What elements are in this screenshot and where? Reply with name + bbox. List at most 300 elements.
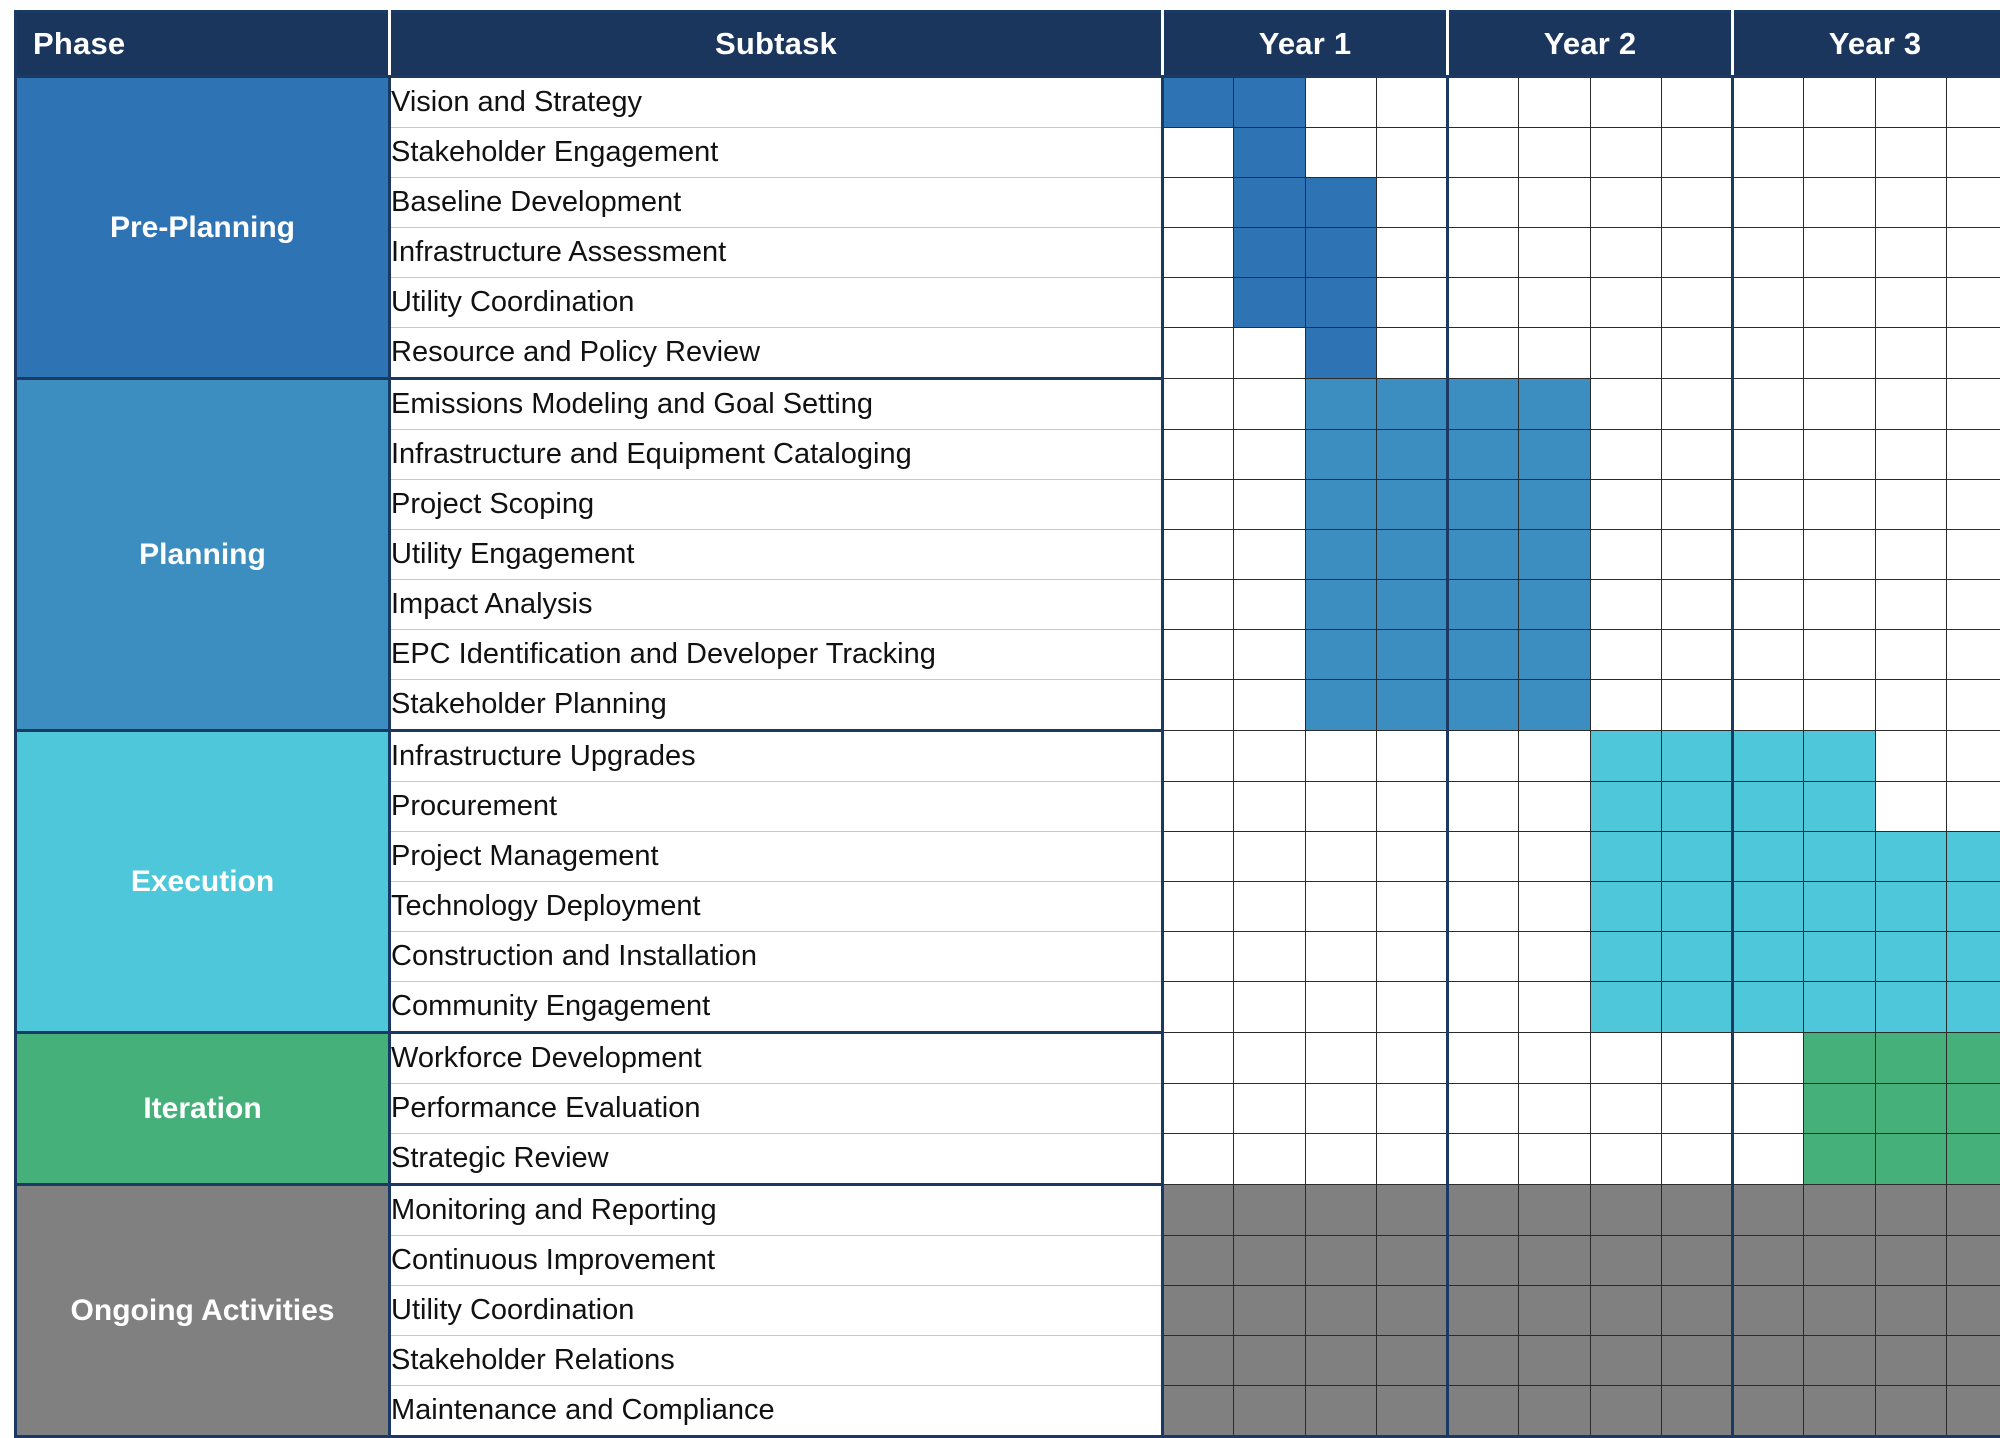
gantt-bar-cell xyxy=(1448,680,1519,731)
gantt-bar-cell xyxy=(1234,77,1305,128)
gantt-bar-cell xyxy=(1590,982,1661,1033)
subtask-label: Procurement xyxy=(390,782,1163,832)
gantt-empty-cell xyxy=(1733,430,1804,480)
gantt-bar-cell xyxy=(1305,328,1376,379)
gantt-bar-cell xyxy=(1305,228,1376,278)
gantt-empty-cell xyxy=(1234,480,1305,530)
gantt-empty-cell xyxy=(1661,379,1732,430)
gantt-bar-cell xyxy=(1590,1185,1661,1236)
gantt-bar-cell xyxy=(1661,932,1732,982)
gantt-empty-cell xyxy=(1376,731,1447,782)
gantt-empty-cell xyxy=(1234,680,1305,731)
gantt-bar-cell xyxy=(1448,379,1519,430)
table-row xyxy=(16,379,2000,430)
gantt-bar-cell xyxy=(1305,1336,1376,1386)
gantt-empty-cell xyxy=(1163,580,1234,630)
gantt-empty-cell xyxy=(1946,379,2000,430)
gantt-empty-cell xyxy=(1376,982,1447,1033)
gantt-empty-cell xyxy=(1590,278,1661,328)
gantt-bar-cell xyxy=(1305,530,1376,580)
gantt-empty-cell xyxy=(1519,77,1590,128)
gantt-empty-cell xyxy=(1234,630,1305,680)
gantt-bar-cell xyxy=(1519,630,1590,680)
gantt-bar-cell xyxy=(1733,1286,1804,1336)
gantt-empty-cell xyxy=(1661,680,1732,731)
gantt-empty-cell xyxy=(1733,1134,1804,1185)
gantt-empty-cell xyxy=(1946,430,2000,480)
subtask-label: Resource and Policy Review xyxy=(390,328,1163,379)
gantt-empty-cell xyxy=(1305,77,1376,128)
gantt-empty-cell xyxy=(1661,630,1732,680)
gantt-bar-cell xyxy=(1875,1185,1946,1236)
gantt-empty-cell xyxy=(1305,731,1376,782)
subtask-label: Performance Evaluation xyxy=(390,1084,1163,1134)
phase-label-pre-planning: Pre-Planning xyxy=(16,77,390,379)
gantt-empty-cell xyxy=(1519,982,1590,1033)
gantt-empty-cell xyxy=(1163,178,1234,228)
gantt-empty-cell xyxy=(1305,982,1376,1033)
gantt-empty-cell xyxy=(1590,530,1661,580)
gantt-empty-cell xyxy=(1234,580,1305,630)
table-row xyxy=(16,731,2000,782)
gantt-empty-cell xyxy=(1376,128,1447,178)
gantt-empty-cell xyxy=(1305,1134,1376,1185)
gantt-bar-cell xyxy=(1376,630,1447,680)
gantt-empty-cell xyxy=(1875,630,1946,680)
gantt-bar-cell xyxy=(1519,1336,1590,1386)
gantt-bar-cell xyxy=(1875,982,1946,1033)
gantt-bar-cell xyxy=(1376,379,1447,430)
gantt-bar-cell xyxy=(1875,882,1946,932)
gantt-empty-cell xyxy=(1661,77,1732,128)
gantt-empty-cell xyxy=(1163,128,1234,178)
gantt-empty-cell xyxy=(1448,1134,1519,1185)
gantt-bar-cell xyxy=(1163,1185,1234,1236)
gantt-bar-cell xyxy=(1376,680,1447,731)
phase-label-execution: Execution xyxy=(16,731,390,1033)
gantt-bar-cell xyxy=(1234,178,1305,228)
gantt-empty-cell xyxy=(1946,77,2000,128)
gantt-empty-cell xyxy=(1163,480,1234,530)
gantt-bar-cell xyxy=(1804,782,1875,832)
phase-label-ongoing-activities: Ongoing Activities xyxy=(16,1185,390,1437)
phase-label-iteration: Iteration xyxy=(16,1033,390,1185)
gantt-bar-cell xyxy=(1448,1286,1519,1336)
subtask-label: Community Engagement xyxy=(390,982,1163,1033)
subtask-label: Continuous Improvement xyxy=(390,1236,1163,1286)
subtask-label: Project Scoping xyxy=(390,480,1163,530)
gantt-empty-cell xyxy=(1946,328,2000,379)
gantt-empty-cell xyxy=(1305,882,1376,932)
table-header xyxy=(16,12,2000,77)
gantt-empty-cell xyxy=(1946,630,2000,680)
gantt-bar-cell xyxy=(1733,882,1804,932)
gantt-bar-cell xyxy=(1804,1185,1875,1236)
gantt-empty-cell xyxy=(1875,731,1946,782)
subtask-label: Stakeholder Relations xyxy=(390,1336,1163,1386)
gantt-empty-cell xyxy=(1519,1134,1590,1185)
gantt-empty-cell xyxy=(1305,128,1376,178)
subtask-label: Strategic Review xyxy=(390,1134,1163,1185)
gantt-table xyxy=(14,10,2000,1438)
gantt-empty-cell xyxy=(1946,278,2000,328)
gantt-bar-cell xyxy=(1661,1185,1732,1236)
gantt-empty-cell xyxy=(1448,932,1519,982)
gantt-empty-cell xyxy=(1733,379,1804,430)
gantt-empty-cell xyxy=(1376,932,1447,982)
gantt-bar-cell xyxy=(1305,379,1376,430)
gantt-empty-cell xyxy=(1804,128,1875,178)
gantt-empty-cell xyxy=(1163,782,1234,832)
gantt-empty-cell xyxy=(1234,430,1305,480)
gantt-empty-cell xyxy=(1661,480,1732,530)
gantt-empty-cell xyxy=(1376,278,1447,328)
gantt-empty-cell xyxy=(1875,278,1946,328)
gantt-empty-cell xyxy=(1163,832,1234,882)
column-header-year-3: Year 3 xyxy=(1733,12,2000,77)
gantt-empty-cell xyxy=(1733,178,1804,228)
gantt-bar-cell xyxy=(1448,530,1519,580)
gantt-empty-cell xyxy=(1163,932,1234,982)
gantt-empty-cell xyxy=(1163,731,1234,782)
gantt-empty-cell xyxy=(1661,328,1732,379)
gantt-empty-cell xyxy=(1163,328,1234,379)
gantt-bar-cell xyxy=(1875,1084,1946,1134)
gantt-empty-cell xyxy=(1875,430,1946,480)
gantt-empty-cell xyxy=(1163,982,1234,1033)
gantt-bar-cell xyxy=(1875,932,1946,982)
gantt-bar-cell xyxy=(1305,278,1376,328)
gantt-bar-cell xyxy=(1946,1286,2000,1336)
gantt-empty-cell xyxy=(1661,1084,1732,1134)
gantt-empty-cell xyxy=(1875,379,1946,430)
gantt-empty-cell xyxy=(1234,379,1305,430)
gantt-bar-cell xyxy=(1448,1336,1519,1386)
gantt-bar-cell xyxy=(1234,1286,1305,1336)
gantt-empty-cell xyxy=(1875,128,1946,178)
gantt-bar-cell xyxy=(1234,228,1305,278)
gantt-empty-cell xyxy=(1448,228,1519,278)
subtask-label: Construction and Installation xyxy=(390,932,1163,982)
table-row xyxy=(16,77,2000,128)
gantt-bar-cell xyxy=(1661,731,1732,782)
subtask-label: Project Management xyxy=(390,832,1163,882)
table-row xyxy=(16,1185,2000,1236)
gantt-empty-cell xyxy=(1519,932,1590,982)
gantt-bar-cell xyxy=(1733,932,1804,982)
gantt-empty-cell xyxy=(1875,178,1946,228)
gantt-empty-cell xyxy=(1733,680,1804,731)
gantt-bar-cell xyxy=(1804,832,1875,882)
gantt-bar-cell xyxy=(1234,1336,1305,1386)
gantt-bar-cell xyxy=(1661,1286,1732,1336)
gantt-bar-cell xyxy=(1733,782,1804,832)
gantt-bar-cell xyxy=(1519,1185,1590,1236)
gantt-empty-cell xyxy=(1875,530,1946,580)
gantt-empty-cell xyxy=(1305,932,1376,982)
gantt-bar-cell xyxy=(1519,480,1590,530)
gantt-empty-cell xyxy=(1590,430,1661,480)
gantt-empty-cell xyxy=(1519,731,1590,782)
gantt-empty-cell xyxy=(1376,1134,1447,1185)
gantt-empty-cell xyxy=(1519,328,1590,379)
gantt-empty-cell xyxy=(1163,1033,1234,1084)
gantt-bar-cell xyxy=(1448,1185,1519,1236)
gantt-empty-cell xyxy=(1946,480,2000,530)
gantt-empty-cell xyxy=(1376,328,1447,379)
gantt-empty-cell xyxy=(1376,228,1447,278)
gantt-empty-cell xyxy=(1875,77,1946,128)
gantt-empty-cell xyxy=(1305,1033,1376,1084)
gantt-empty-cell xyxy=(1661,1134,1732,1185)
gantt-bar-cell xyxy=(1305,580,1376,630)
gantt-empty-cell xyxy=(1448,1084,1519,1134)
gantt-empty-cell xyxy=(1661,278,1732,328)
gantt-empty-cell xyxy=(1234,1134,1305,1185)
subtask-label: Infrastructure Assessment xyxy=(390,228,1163,278)
gantt-bar-cell xyxy=(1946,1033,2000,1084)
gantt-empty-cell xyxy=(1804,530,1875,580)
gantt-bar-cell xyxy=(1946,882,2000,932)
gantt-bar-cell xyxy=(1590,832,1661,882)
gantt-bar-cell xyxy=(1875,1236,1946,1286)
gantt-empty-cell xyxy=(1804,328,1875,379)
gantt-empty-cell xyxy=(1234,982,1305,1033)
gantt-empty-cell xyxy=(1661,580,1732,630)
gantt-bar-cell xyxy=(1804,1084,1875,1134)
gantt-empty-cell xyxy=(1305,782,1376,832)
gantt-bar-cell xyxy=(1946,932,2000,982)
gantt-empty-cell xyxy=(1946,228,2000,278)
gantt-empty-cell xyxy=(1804,580,1875,630)
gantt-empty-cell xyxy=(1590,178,1661,228)
gantt-empty-cell xyxy=(1519,228,1590,278)
gantt-empty-cell xyxy=(1733,630,1804,680)
gantt-empty-cell xyxy=(1946,731,2000,782)
gantt-empty-cell xyxy=(1163,228,1234,278)
gantt-bar-cell xyxy=(1590,932,1661,982)
gantt-empty-cell xyxy=(1804,630,1875,680)
subtask-label: Stakeholder Planning xyxy=(390,680,1163,731)
subtask-label: Workforce Development xyxy=(390,1033,1163,1084)
gantt-empty-cell xyxy=(1875,680,1946,731)
gantt-bar-cell xyxy=(1590,1236,1661,1286)
gantt-empty-cell xyxy=(1305,1084,1376,1134)
gantt-bar-cell xyxy=(1875,1033,1946,1084)
gantt-bar-cell xyxy=(1376,530,1447,580)
gantt-bar-cell xyxy=(1234,278,1305,328)
gantt-empty-cell xyxy=(1661,128,1732,178)
gantt-empty-cell xyxy=(1305,832,1376,882)
gantt-empty-cell xyxy=(1590,77,1661,128)
gantt-bar-cell xyxy=(1519,430,1590,480)
gantt-bar-cell xyxy=(1946,982,2000,1033)
gantt-empty-cell xyxy=(1519,1033,1590,1084)
gantt-empty-cell xyxy=(1875,228,1946,278)
gantt-bar-cell xyxy=(1448,430,1519,480)
gantt-bar-cell xyxy=(1448,480,1519,530)
gantt-bar-cell xyxy=(1804,1286,1875,1336)
gantt-bar-cell xyxy=(1875,1134,1946,1185)
gantt-bar-cell xyxy=(1733,731,1804,782)
gantt-empty-cell xyxy=(1163,630,1234,680)
gantt-empty-cell xyxy=(1448,1033,1519,1084)
gantt-empty-cell xyxy=(1448,982,1519,1033)
gantt-empty-cell xyxy=(1733,128,1804,178)
gantt-bar-cell xyxy=(1376,1336,1447,1386)
header-row xyxy=(16,12,2000,77)
gantt-bar-cell xyxy=(1305,430,1376,480)
gantt-bar-cell xyxy=(1448,1236,1519,1286)
subtask-label: Utility Coordination xyxy=(390,1286,1163,1336)
gantt-empty-cell xyxy=(1875,782,1946,832)
subtask-label: Utility Engagement xyxy=(390,530,1163,580)
gantt-empty-cell xyxy=(1590,1084,1661,1134)
subtask-label: Infrastructure and Equipment Cataloging xyxy=(390,430,1163,480)
gantt-empty-cell xyxy=(1376,882,1447,932)
gantt-bar-cell xyxy=(1875,832,1946,882)
gantt-bar-cell xyxy=(1946,1336,2000,1386)
subtask-label: Utility Coordination xyxy=(390,278,1163,328)
gantt-empty-cell xyxy=(1733,1084,1804,1134)
gantt-empty-cell xyxy=(1661,530,1732,580)
gantt-empty-cell xyxy=(1448,328,1519,379)
column-header-year-2: Year 2 xyxy=(1448,12,1733,77)
subtask-label: Stakeholder Engagement xyxy=(390,128,1163,178)
gantt-empty-cell xyxy=(1590,128,1661,178)
gantt-empty-cell xyxy=(1804,480,1875,530)
gantt-empty-cell xyxy=(1733,77,1804,128)
gantt-bar-cell xyxy=(1804,1134,1875,1185)
gantt-bar-cell xyxy=(1163,1336,1234,1386)
gantt-empty-cell xyxy=(1946,782,2000,832)
gantt-bar-cell xyxy=(1376,1236,1447,1286)
gantt-bar-cell xyxy=(1590,731,1661,782)
gantt-empty-cell xyxy=(1519,178,1590,228)
gantt-bar-cell xyxy=(1733,1185,1804,1236)
gantt-empty-cell xyxy=(1946,580,2000,630)
gantt-empty-cell xyxy=(1733,228,1804,278)
gantt-empty-cell xyxy=(1163,379,1234,430)
gantt-bar-cell xyxy=(1519,1286,1590,1336)
gantt-empty-cell xyxy=(1376,1084,1447,1134)
gantt-empty-cell xyxy=(1163,680,1234,731)
gantt-bar-cell xyxy=(1519,530,1590,580)
gantt-empty-cell xyxy=(1590,1134,1661,1185)
gantt-empty-cell xyxy=(1448,882,1519,932)
gantt-bar-cell xyxy=(1804,982,1875,1033)
gantt-bar-cell xyxy=(1305,178,1376,228)
gantt-bar-cell xyxy=(1946,1236,2000,1286)
gantt-empty-cell xyxy=(1804,77,1875,128)
gantt-empty-cell xyxy=(1590,480,1661,530)
gantt-bar-cell xyxy=(1519,1236,1590,1286)
gantt-bar-cell xyxy=(1804,932,1875,982)
gantt-empty-cell xyxy=(1448,178,1519,228)
gantt-bar-cell xyxy=(1448,580,1519,630)
gantt-empty-cell xyxy=(1163,278,1234,328)
gantt-empty-cell xyxy=(1590,680,1661,731)
gantt-empty-cell xyxy=(1448,731,1519,782)
gantt-empty-cell xyxy=(1519,128,1590,178)
gantt-bar-cell xyxy=(1234,1236,1305,1286)
gantt-empty-cell xyxy=(1234,882,1305,932)
gantt-bar-cell xyxy=(1163,77,1234,128)
subtask-label: Technology Deployment xyxy=(390,882,1163,932)
gantt-empty-cell xyxy=(1590,630,1661,680)
gantt-bar-cell xyxy=(1305,680,1376,731)
gantt-bar-cell xyxy=(1519,580,1590,630)
gantt-bar-cell xyxy=(1590,1286,1661,1336)
phase-label-planning: Planning xyxy=(16,379,390,731)
gantt-empty-cell xyxy=(1590,228,1661,278)
gantt-bar-cell xyxy=(1661,1336,1732,1386)
gantt-bar-cell xyxy=(1376,1185,1447,1236)
gantt-empty-cell xyxy=(1519,882,1590,932)
gantt-bar-cell xyxy=(1590,1336,1661,1386)
gantt-empty-cell xyxy=(1804,178,1875,228)
subtask-label: Maintenance and Compliance xyxy=(390,1386,1163,1437)
column-header-phase: Phase xyxy=(16,12,390,77)
gantt-empty-cell xyxy=(1163,1134,1234,1185)
gantt-empty-cell xyxy=(1234,328,1305,379)
subtask-label: Infrastructure Upgrades xyxy=(390,731,1163,782)
gantt-bar-cell xyxy=(1590,782,1661,832)
gantt-empty-cell xyxy=(1376,832,1447,882)
gantt-bar-cell xyxy=(1733,1336,1804,1386)
gantt-empty-cell xyxy=(1804,379,1875,430)
gantt-empty-cell xyxy=(1376,178,1447,228)
gantt-bar-cell xyxy=(1661,1236,1732,1286)
gantt-bar-cell xyxy=(1661,832,1732,882)
gantt-empty-cell xyxy=(1804,228,1875,278)
gantt-empty-cell xyxy=(1733,530,1804,580)
table-body xyxy=(16,77,2000,1437)
gantt-bar-cell xyxy=(1305,1236,1376,1286)
gantt-bar-cell xyxy=(1804,1033,1875,1084)
gantt-bar-cell xyxy=(1163,1286,1234,1336)
gantt-bar-cell xyxy=(1376,430,1447,480)
gantt-empty-cell xyxy=(1519,1084,1590,1134)
gantt-empty-cell xyxy=(1163,430,1234,480)
gantt-bar-cell xyxy=(1234,128,1305,178)
gantt-bar-cell xyxy=(1875,1336,1946,1386)
gantt-bar-cell xyxy=(1661,882,1732,932)
gantt-empty-cell xyxy=(1519,782,1590,832)
gantt-bar-cell xyxy=(1163,1236,1234,1286)
gantt-bar-cell xyxy=(1305,480,1376,530)
gantt-bar-cell xyxy=(1448,630,1519,680)
gantt-empty-cell xyxy=(1875,580,1946,630)
gantt-empty-cell xyxy=(1163,882,1234,932)
gantt-empty-cell xyxy=(1234,731,1305,782)
gantt-empty-cell xyxy=(1733,580,1804,630)
gantt-empty-cell xyxy=(1661,228,1732,278)
gantt-empty-cell xyxy=(1661,1033,1732,1084)
table-row xyxy=(16,1033,2000,1084)
gantt-empty-cell xyxy=(1946,128,2000,178)
gantt-bar-cell xyxy=(1519,680,1590,731)
gantt-empty-cell xyxy=(1234,782,1305,832)
gantt-empty-cell xyxy=(1234,1033,1305,1084)
gantt-empty-cell xyxy=(1234,1084,1305,1134)
gantt-empty-cell xyxy=(1590,379,1661,430)
gantt-bar-cell xyxy=(1661,782,1732,832)
gantt-empty-cell xyxy=(1946,530,2000,580)
gantt-empty-cell xyxy=(1163,1084,1234,1134)
gantt-empty-cell xyxy=(1590,328,1661,379)
gantt-empty-cell xyxy=(1376,77,1447,128)
